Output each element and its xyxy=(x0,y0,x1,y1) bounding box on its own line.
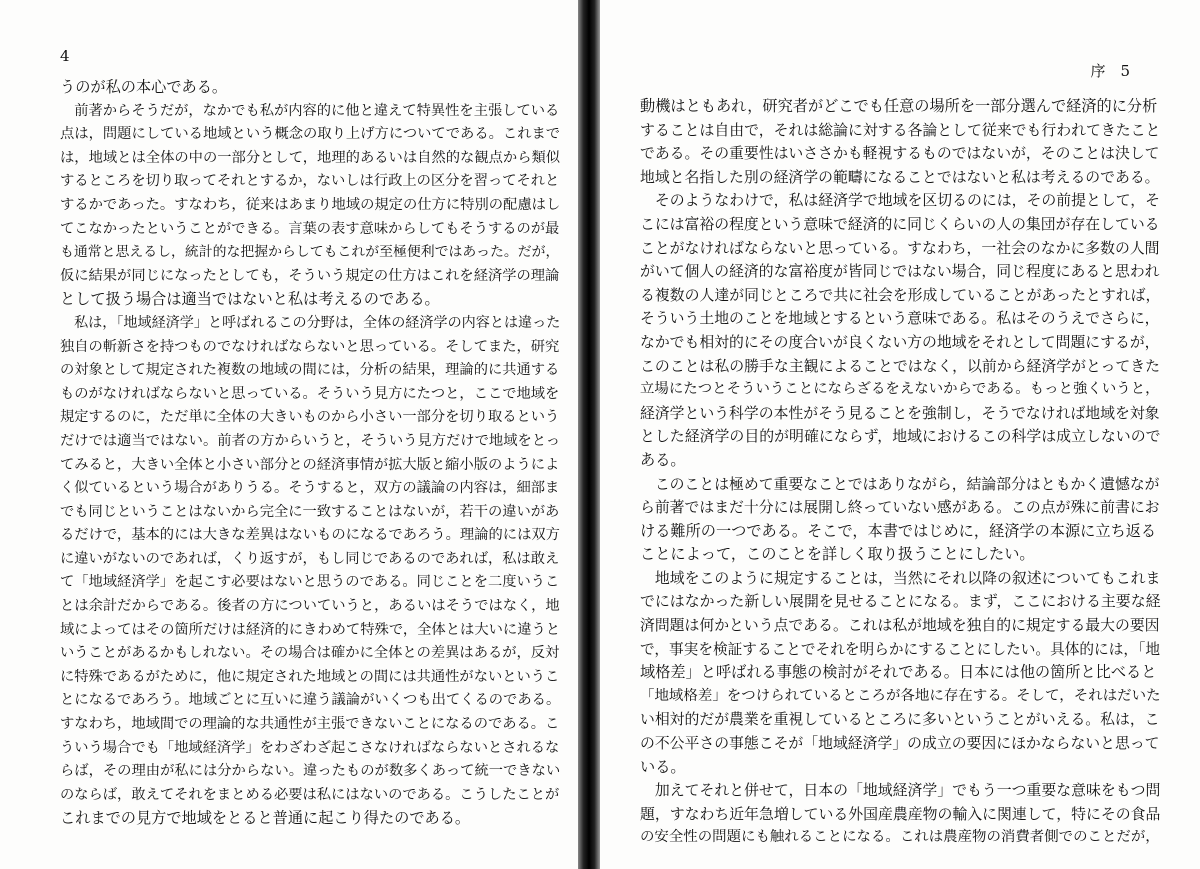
text-line: の安全性の問題にも触れることになる。これは農産物の消費者側でのことだが， xyxy=(640,829,1160,846)
text-line: の対象として規定された複数の地域の間には，分析の結果，理論的に共通する xyxy=(60,362,560,379)
right-page xyxy=(598,0,1200,869)
text-line: い相対的だが農業を重視しているところに多いということがいえる。私は，こ xyxy=(640,710,1160,729)
text-line: とした経済学の目的が明確にならず，地域におけるこの科学は成立しないので xyxy=(640,427,1161,446)
text-line: 前著からそうだが，なかでも私が内容的に他と違えて特異性を主張している xyxy=(60,102,560,119)
text-line: すなわち，地域間での理論的な共通性が主張できないことになるのである。こ xyxy=(60,716,560,733)
text-line: ことによって，このことを詳しく取り扱うことにしたい。 xyxy=(640,545,1035,564)
text-line: 地域と名指した別の経済学の範疇になることではないと私は考えるのである。 xyxy=(640,167,1160,186)
text-line: とは余計だからである。後者の方についていうと，あるいはそうではなく，地 xyxy=(60,598,560,615)
text-line: 域によってはその箇所だけは経済的にきわめて特殊で，全体とは大いに違うと xyxy=(60,621,561,638)
running-head: 序 5 xyxy=(1090,62,1130,80)
text-line: である。その重要性はいささかも軽視するものではないが，そのことは決して xyxy=(640,144,1160,163)
text-line: 経済学という科学の本性がそう見ることを強制し，そうでなければ地域を対象 xyxy=(640,403,1160,422)
text-line: ら前著ではまだ十分には展開し終っていない感がある。この点が殊に前書にお xyxy=(640,498,1160,517)
text-line: することは自由で，それは総論に対する各論として従来でも行われてきたこと xyxy=(640,120,1161,139)
text-line: 仮に結果が同じになったとしても，そういう規定の仕方はこれを経済学の理論 xyxy=(60,267,560,284)
text-line: するかであった。すなわち，従来はあまり地域の規定の仕方に特別の配慮はし xyxy=(60,196,561,213)
text-line: る複数の人達が同じところで共に社会を形成していることがあったとすれば， xyxy=(640,285,1161,304)
text-line: てみると，大きい全体と小さい部分との経済事情が拡大版と縮小版のようによ xyxy=(60,456,560,473)
text-line: らば，その理由が私には分からない。違ったものが数多くあって統一できない xyxy=(60,763,561,780)
text-line: 独自の斬新さを持つものでなければならないと思っている。そしてまた，研究 xyxy=(60,338,560,355)
text-line: く似ているという場合がありうる。そうすると，双方の議論の内容は，細部ま xyxy=(60,480,560,497)
text-line: 「地域格差」をつけられているところが各地に存在する。そして，それはだいた xyxy=(640,687,1161,704)
text-line: 規定するのに，ただ単に全体の大きいものから小さい一部分を切り取るという xyxy=(60,409,560,426)
text-line: このことは極めて重要なことではありながら，結論部分はともかく遺憾なが xyxy=(640,474,1160,493)
text-line: このことは私の勝手な主観によることではなく，以前から経済学がとってきた xyxy=(640,356,1161,375)
text-line: だけでは適当ではない。前者の方からいうと，そういう見方だけで地域をとっ xyxy=(60,432,561,449)
text-line: するところを切り取ってそれとするか，ないしは行政上の区分を習ってそれと xyxy=(60,173,560,190)
right-body-text xyxy=(640,95,1160,850)
text-line: 加えてそれと併せて，日本の「地域経済学」でもう一つ重要な意味をもつ問 xyxy=(640,781,1161,800)
text-line: うのが私の本心である。 xyxy=(60,78,228,96)
text-line: てこなかったということができる。言葉の表す意味からしてもそうするのが最 xyxy=(60,220,560,237)
text-line: これまでの見方で地域をとると普通に起こり得たのである。 xyxy=(60,809,471,828)
text-line: 済問題は何かという点である。これは私が地域を独自的に規定する最大の要因 xyxy=(640,616,1160,635)
text-line: いうことがあるかもしれない。その場合は確かに全体との差異はあるが，反対 xyxy=(60,645,560,662)
left-page xyxy=(0,0,582,869)
text-line: 私は，「地域経済学」と呼ばれるこの分野は，全体の経済学の内容とは違った xyxy=(60,314,561,331)
text-line: がいて個人の経済的な富裕度が皆同じではない場合，同じ程度にあると思われ xyxy=(640,262,1160,281)
left-body-text xyxy=(60,76,560,831)
page-number: 4 xyxy=(60,47,70,65)
text-line: 動機はともあれ，研究者がどこでも任意の場所を一部分選んで経済的に分析 xyxy=(640,97,1158,115)
text-line: て「地域経済学」を起こす必要はないと思うのである。同じことを二度いうこ xyxy=(60,574,560,591)
text-line: でも同じということはないから完全に一致することはないが，若干の違いがあ xyxy=(60,503,560,520)
text-line: 立場にたつとそういうことにならざるをえないからである。もっと強くいうと， xyxy=(640,381,1160,398)
text-line: に違いがないのであれば，くり返すが，もし同じであるのであれば，私は敢え xyxy=(60,550,560,567)
text-line: ういう場合でも「地域経済学」をわざわざ起こさなければならないとされるな xyxy=(60,739,560,756)
text-line: 題，すなわち近年急増している外国産農産物の輸入に関連して，特にその食品 xyxy=(640,804,1161,823)
text-line: で，事実を検証することでそれを明らかにすることにしたい。具体的には，「地 xyxy=(640,640,1161,658)
text-line: そういう土地のことを地域とするという意味である。私はそのうえでさらに， xyxy=(640,309,1160,328)
text-line: こには富裕の程度という意味で経済的に同じくらいの人の集団が存在している xyxy=(640,214,1160,233)
text-line: も通常と思えるし，統計的な把握からしてもこれが至極便利ではあった。だが， xyxy=(60,244,560,261)
text-line: でにはなかった新しい展開を見せることになる。まず，ここにおける主要な経 xyxy=(640,592,1161,611)
text-line: そのようなわけで，私は経済学で地域を区切るのには，その前提として，そ xyxy=(640,191,1161,210)
text-line: ある。 xyxy=(640,450,686,469)
text-line: のならば，敢えてそれをまとめる必要は私にはないのである。こうしたことが xyxy=(60,786,560,803)
text-line: の不公平さの事態こそが「地域経済学」の成立の要因にほかならないと思って xyxy=(640,734,1160,753)
text-line: に特殊であるがために，他に規定された地域との間には共通性がないというこ xyxy=(60,668,560,685)
text-line: ける難所の一つである。そこで，本書ではじめに，経済学の本源に立ち返る xyxy=(640,521,1157,540)
text-line: 地域をこのように規定することは，当然にそれ以降の叙述についてもこれま xyxy=(640,568,1161,587)
book-gutter xyxy=(578,0,600,869)
text-line: として扱う場合は適当ではないと私は考えるのである。 xyxy=(60,290,440,309)
text-line: とになるであろう。地域ごとに互いに違う議論がいくつも出てくるのである。 xyxy=(60,692,561,709)
text-line: なかでも相対的にその度合いが良くない方の地域をそれとして問題にするが， xyxy=(640,332,1160,351)
text-line: は，地域とは全体の中の一部分として，地理的あるいは自然的な観点から類似 xyxy=(60,149,561,166)
text-line: 域格差」と呼ばれる事態の検討がそれである。日本には他の箇所と比べると xyxy=(640,663,1157,682)
text-line: ものがなければならないと思っている。そういう見方にたつと，ここで地域を xyxy=(60,385,560,402)
text-line: いる。 xyxy=(640,757,686,776)
text-line: 点は，問題にしている地域という概念の取り上げ方についてである。これまで xyxy=(60,126,561,143)
text-line: るだけで，基本的には大きな差異はないものになるであろう。理論的には双方 xyxy=(60,527,560,544)
text-line: ことがなければならないと思っている。すなわち，一社会のなかに多数の人間 xyxy=(640,238,1160,257)
